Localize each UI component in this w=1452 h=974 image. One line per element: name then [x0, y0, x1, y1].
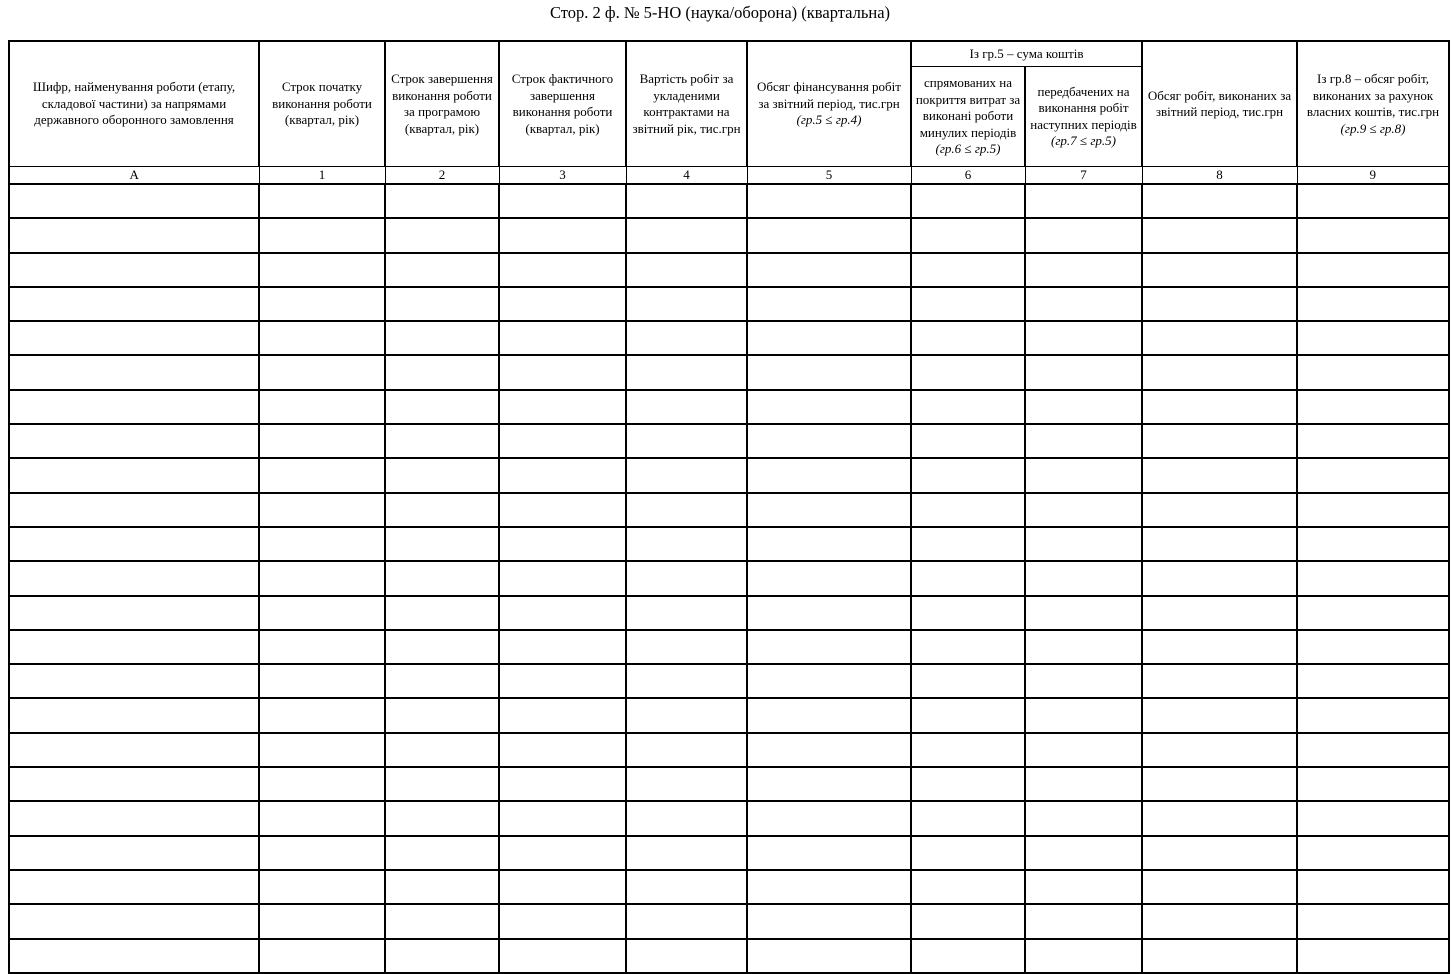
table-row	[9, 493, 1449, 527]
table-cell[interactable]	[1142, 253, 1297, 287]
table-cell[interactable]	[9, 698, 259, 732]
table-cell[interactable]	[499, 424, 626, 458]
table-cell[interactable]	[259, 561, 385, 595]
header-col-1: Строк початку виконання роботи (квартал, рік)	[259, 41, 385, 167]
table-cell[interactable]	[747, 596, 911, 630]
table-cell[interactable]	[385, 939, 499, 973]
header-col-3: Строк фактичного завершення виконання роботи (квартал, рік)	[499, 41, 626, 167]
table-cell[interactable]	[911, 939, 1025, 973]
table-cell[interactable]	[9, 493, 259, 527]
table-cell[interactable]	[1025, 904, 1142, 938]
table-cell[interactable]	[499, 321, 626, 355]
table-cell[interactable]	[1297, 527, 1449, 561]
table-cell[interactable]	[626, 493, 747, 527]
table-cell[interactable]	[499, 527, 626, 561]
table-cell[interactable]	[1297, 733, 1449, 767]
table-cell[interactable]	[9, 527, 259, 561]
table-cell[interactable]	[626, 904, 747, 938]
table-cell[interactable]	[499, 493, 626, 527]
col-number: 5	[747, 167, 911, 185]
table-cell[interactable]	[747, 767, 911, 801]
table-cell[interactable]	[385, 527, 499, 561]
table-cell[interactable]	[626, 630, 747, 664]
table-cell[interactable]	[911, 287, 1025, 321]
header-col-9: Із гр.8 – обсяг робіт, виконаних за рахунок власних коштів, тис.грн (гр.9 ≤ гр.8)	[1297, 41, 1449, 167]
table-cell[interactable]	[499, 253, 626, 287]
table-cell[interactable]	[1142, 287, 1297, 321]
table-cell[interactable]	[1297, 253, 1449, 287]
table-cell[interactable]	[626, 287, 747, 321]
table-row	[9, 527, 1449, 561]
table-cell[interactable]	[385, 493, 499, 527]
table-cell[interactable]	[911, 733, 1025, 767]
table-cell[interactable]	[1297, 801, 1449, 835]
table-cell[interactable]	[911, 904, 1025, 938]
table-cell[interactable]	[626, 561, 747, 595]
table-cell[interactable]	[1025, 801, 1142, 835]
table-cell[interactable]	[385, 596, 499, 630]
table-cell[interactable]	[1297, 561, 1449, 595]
table-cell[interactable]	[747, 664, 911, 698]
table-cell[interactable]	[1142, 801, 1297, 835]
table-cell[interactable]	[499, 698, 626, 732]
table-row	[9, 321, 1449, 355]
table-row	[9, 870, 1449, 904]
table-cell[interactable]	[1025, 458, 1142, 492]
table-cell[interactable]	[1025, 493, 1142, 527]
table-cell[interactable]	[911, 801, 1025, 835]
table-cell[interactable]	[259, 870, 385, 904]
table-cell[interactable]	[9, 561, 259, 595]
table-cell[interactable]	[1025, 939, 1142, 973]
table-cell[interactable]	[9, 836, 259, 870]
table-cell[interactable]	[1025, 218, 1142, 252]
table-cell[interactable]	[1297, 664, 1449, 698]
table-cell[interactable]	[259, 596, 385, 630]
table-cell[interactable]	[499, 596, 626, 630]
table-cell[interactable]	[747, 801, 911, 835]
table-cell[interactable]	[1025, 424, 1142, 458]
table-cell[interactable]	[499, 184, 626, 218]
table-cell[interactable]	[747, 458, 911, 492]
table-row	[9, 904, 1449, 938]
table-cell[interactable]	[499, 939, 626, 973]
table-row	[9, 939, 1449, 973]
table-cell[interactable]	[1142, 630, 1297, 664]
table-cell[interactable]	[9, 321, 259, 355]
table-cell[interactable]	[9, 218, 259, 252]
col-number: 8	[1142, 167, 1297, 185]
table-cell[interactable]	[1025, 630, 1142, 664]
col-number: 9	[1297, 167, 1449, 185]
table-cell[interactable]	[9, 870, 259, 904]
table-cell[interactable]	[499, 390, 626, 424]
table-row	[9, 390, 1449, 424]
table-cell[interactable]	[385, 870, 499, 904]
table-cell[interactable]	[259, 801, 385, 835]
table-row	[9, 630, 1449, 664]
table-cell[interactable]	[747, 184, 911, 218]
table-cell[interactable]	[259, 390, 385, 424]
table-cell[interactable]	[385, 904, 499, 938]
col-number: 7	[1025, 167, 1142, 185]
table-row	[9, 733, 1449, 767]
table-cell[interactable]	[259, 664, 385, 698]
table-cell[interactable]	[1025, 870, 1142, 904]
table-cell[interactable]	[259, 458, 385, 492]
table-cell[interactable]	[9, 630, 259, 664]
table-cell[interactable]	[259, 355, 385, 389]
table-cell[interactable]	[499, 767, 626, 801]
table-cell[interactable]	[9, 390, 259, 424]
table-cell[interactable]	[626, 870, 747, 904]
table-cell[interactable]	[911, 630, 1025, 664]
table-cell[interactable]	[385, 321, 499, 355]
table-cell[interactable]	[747, 218, 911, 252]
table-cell[interactable]	[385, 287, 499, 321]
page-title: Стор. 2 ф. № 5-НО (наука/оборона) (квартальна)	[549, 3, 891, 22]
table-cell[interactable]	[911, 767, 1025, 801]
table-cell[interactable]	[1025, 253, 1142, 287]
col-number: А	[9, 167, 259, 185]
table-cell[interactable]	[385, 424, 499, 458]
table-cell[interactable]	[911, 321, 1025, 355]
table-cell[interactable]	[1025, 321, 1142, 355]
table-cell[interactable]	[259, 184, 385, 218]
table-cell[interactable]	[1297, 355, 1449, 389]
table-cell[interactable]	[1142, 904, 1297, 938]
table-cell[interactable]	[385, 836, 499, 870]
table-cell[interactable]	[626, 939, 747, 973]
header-col-6-note: (гр.6 ≤ гр.5)	[935, 141, 1001, 157]
table-cell[interactable]	[499, 904, 626, 938]
table-cell[interactable]	[911, 561, 1025, 595]
table-cell[interactable]	[1297, 458, 1449, 492]
header-row-top	[9, 41, 1449, 67]
table-cell[interactable]	[626, 321, 747, 355]
table-cell[interactable]	[9, 458, 259, 492]
table-cell[interactable]	[499, 561, 626, 595]
table-cell[interactable]	[385, 630, 499, 664]
table-cell[interactable]	[1297, 767, 1449, 801]
table-cell[interactable]	[1142, 493, 1297, 527]
table-cell[interactable]	[1025, 355, 1142, 389]
table-cell[interactable]	[499, 733, 626, 767]
table-cell[interactable]	[259, 527, 385, 561]
header-col-5-note: (гр.5 ≤ гр.4)	[796, 112, 862, 128]
table-cell[interactable]	[9, 664, 259, 698]
table-cell[interactable]	[1142, 939, 1297, 973]
table-cell[interactable]	[1142, 355, 1297, 389]
table-cell[interactable]	[259, 218, 385, 252]
table-cell[interactable]	[747, 561, 911, 595]
table-cell[interactable]	[911, 698, 1025, 732]
table-cell[interactable]	[1142, 321, 1297, 355]
table-cell[interactable]	[9, 904, 259, 938]
table-cell[interactable]	[747, 287, 911, 321]
table-cell[interactable]	[259, 493, 385, 527]
table-cell[interactable]	[747, 698, 911, 732]
table-cell[interactable]	[626, 801, 747, 835]
table-cell[interactable]	[911, 664, 1025, 698]
table-cell[interactable]	[1142, 390, 1297, 424]
table-cell[interactable]	[385, 698, 499, 732]
table-cell[interactable]	[911, 493, 1025, 527]
table-cell[interactable]	[1142, 733, 1297, 767]
table-cell[interactable]	[911, 527, 1025, 561]
table-cell[interactable]	[747, 321, 911, 355]
table-cell[interactable]	[747, 527, 911, 561]
table-cell[interactable]	[747, 733, 911, 767]
table-cell[interactable]	[499, 870, 626, 904]
table-row	[9, 664, 1449, 698]
table-cell[interactable]	[499, 630, 626, 664]
table-row	[9, 458, 1449, 492]
table-cell[interactable]	[9, 424, 259, 458]
table-row	[9, 561, 1449, 595]
table-cell[interactable]	[9, 253, 259, 287]
table-row	[9, 596, 1449, 630]
table-cell[interactable]	[9, 801, 259, 835]
table-cell[interactable]	[1297, 836, 1449, 870]
table-cell[interactable]	[747, 355, 911, 389]
table-cell[interactable]	[385, 458, 499, 492]
table-cell[interactable]	[385, 355, 499, 389]
table-cell[interactable]	[499, 801, 626, 835]
table-row	[9, 836, 1449, 870]
table-cell[interactable]	[259, 836, 385, 870]
table-cell[interactable]	[1025, 527, 1142, 561]
table-cell[interactable]	[1142, 698, 1297, 732]
table-cell[interactable]	[385, 184, 499, 218]
header-col-4: Вартість робіт за укладеними контрактами на звітний рік, тис.грн	[626, 41, 747, 167]
table-cell[interactable]	[626, 390, 747, 424]
table-cell[interactable]	[1025, 390, 1142, 424]
table-cell[interactable]	[1297, 287, 1449, 321]
table-cell[interactable]	[1142, 836, 1297, 870]
table-cell[interactable]	[911, 870, 1025, 904]
table-cell[interactable]	[385, 733, 499, 767]
table-cell[interactable]	[626, 184, 747, 218]
table-cell[interactable]	[1025, 287, 1142, 321]
table-cell[interactable]	[1142, 870, 1297, 904]
table-cell[interactable]	[911, 458, 1025, 492]
table-row	[9, 253, 1449, 287]
table-cell[interactable]	[259, 767, 385, 801]
table-cell[interactable]	[499, 836, 626, 870]
col-number: 3	[499, 167, 626, 185]
table-cell[interactable]	[1297, 424, 1449, 458]
table-cell[interactable]	[385, 561, 499, 595]
table-cell[interactable]	[911, 596, 1025, 630]
header-col-9-note: (гр.9 ≤ гр.8)	[1340, 120, 1406, 136]
table-cell[interactable]	[259, 698, 385, 732]
table-cell[interactable]	[385, 767, 499, 801]
table-cell[interactable]	[911, 390, 1025, 424]
table-cell[interactable]	[499, 218, 626, 252]
table-cell[interactable]	[626, 664, 747, 698]
table-cell[interactable]	[1297, 218, 1449, 252]
table-cell[interactable]	[1025, 836, 1142, 870]
table-cell[interactable]	[626, 767, 747, 801]
col-number: 1	[259, 167, 385, 185]
table-cell[interactable]	[911, 218, 1025, 252]
table-cell[interactable]	[747, 870, 911, 904]
table-cell[interactable]	[385, 218, 499, 252]
table-cell[interactable]	[9, 767, 259, 801]
table-cell[interactable]	[626, 733, 747, 767]
table-cell[interactable]	[1025, 596, 1142, 630]
table-cell[interactable]	[747, 904, 911, 938]
table-cell[interactable]	[911, 355, 1025, 389]
table-cell[interactable]	[747, 630, 911, 664]
header-col-6: спрямованих на покриття витрат за виконані роботи минулих періодів (гр.6 ≤ гр.5)	[911, 67, 1025, 167]
table-cell[interactable]	[385, 253, 499, 287]
table-cell[interactable]	[9, 596, 259, 630]
table-row	[9, 767, 1449, 801]
table-cell[interactable]	[1297, 390, 1449, 424]
table-cell[interactable]	[1142, 218, 1297, 252]
table-cell[interactable]	[626, 596, 747, 630]
table-cell[interactable]	[259, 287, 385, 321]
table-cell[interactable]	[1025, 561, 1142, 595]
table-cell[interactable]	[499, 287, 626, 321]
table-cell[interactable]	[9, 184, 259, 218]
table-cell[interactable]	[259, 424, 385, 458]
table-cell[interactable]	[626, 698, 747, 732]
table-cell[interactable]	[1142, 184, 1297, 218]
table-cell[interactable]	[747, 493, 911, 527]
table-cell[interactable]	[911, 184, 1025, 218]
table-cell[interactable]	[747, 836, 911, 870]
table-cell[interactable]	[259, 321, 385, 355]
table-cell[interactable]	[1025, 664, 1142, 698]
table-cell[interactable]	[259, 630, 385, 664]
table-cell[interactable]	[9, 939, 259, 973]
table-cell[interactable]	[1297, 870, 1449, 904]
table-row	[9, 424, 1449, 458]
table-cell[interactable]	[747, 253, 911, 287]
header-col-2: Строк завершення виконання роботи за програмою (квартал, рік)	[385, 41, 499, 167]
table-cell[interactable]	[1297, 630, 1449, 664]
table-cell[interactable]	[1142, 424, 1297, 458]
table-cell[interactable]	[1142, 596, 1297, 630]
table-cell[interactable]	[626, 218, 747, 252]
table-cell[interactable]	[1142, 664, 1297, 698]
table-cell[interactable]	[9, 287, 259, 321]
table-cell[interactable]	[747, 390, 911, 424]
table-cell[interactable]	[499, 458, 626, 492]
table-cell[interactable]	[626, 836, 747, 870]
col-number: 6	[911, 167, 1025, 185]
table-cell[interactable]	[626, 424, 747, 458]
table-cell[interactable]	[626, 355, 747, 389]
table-cell[interactable]	[385, 664, 499, 698]
header-col-7-note: (гр.7 ≤ гр.5)	[1051, 133, 1116, 148]
table-cell[interactable]	[626, 527, 747, 561]
table-cell[interactable]	[911, 836, 1025, 870]
table-cell[interactable]	[385, 390, 499, 424]
table-cell[interactable]	[1142, 767, 1297, 801]
table-cell[interactable]	[747, 424, 911, 458]
table-cell[interactable]	[1297, 698, 1449, 732]
table-cell[interactable]	[1142, 561, 1297, 595]
table-cell[interactable]	[385, 801, 499, 835]
header-col-8: Обсяг робіт, виконаних за звітний період, тис.грн	[1142, 41, 1297, 167]
table-cell[interactable]	[911, 424, 1025, 458]
header-col-a: Шифр, найменування роботи (етапу, складової частини) за напрямами державного оборонного замовлення	[9, 41, 259, 167]
form-table	[8, 40, 1450, 974]
col-number: 2	[385, 167, 499, 185]
table-row	[9, 218, 1449, 252]
header-col-7: передбачених на виконання робіт наступних періодів (гр.7 ≤ гр.5)	[1025, 67, 1142, 167]
table-row	[9, 801, 1449, 835]
table-cell[interactable]	[1297, 904, 1449, 938]
table-cell[interactable]	[1025, 698, 1142, 732]
table-cell[interactable]	[1297, 596, 1449, 630]
table-cell[interactable]	[1142, 527, 1297, 561]
table-cell[interactable]	[1297, 321, 1449, 355]
header-col-5: Обсяг фінансування робіт за звітний період, тис.грн (гр.5 ≤ гр.4)	[747, 41, 911, 167]
table-cell[interactable]	[1297, 493, 1449, 527]
table-cell[interactable]	[626, 253, 747, 287]
table-cell[interactable]	[747, 939, 911, 973]
table-cell[interactable]	[259, 904, 385, 938]
table-cell[interactable]	[259, 733, 385, 767]
table-cell[interactable]	[9, 355, 259, 389]
table-cell[interactable]	[499, 355, 626, 389]
table-row	[9, 355, 1449, 389]
table-cell[interactable]	[259, 939, 385, 973]
table-cell[interactable]	[9, 733, 259, 767]
table-cell[interactable]	[1025, 767, 1142, 801]
table-row	[9, 287, 1449, 321]
table-cell[interactable]	[1025, 733, 1142, 767]
table-cell[interactable]	[626, 458, 747, 492]
table-cell[interactable]	[1142, 458, 1297, 492]
col-number: 4	[626, 167, 747, 185]
header-group-6-7: Із гр.5 – сума коштів	[911, 41, 1142, 67]
table-cell[interactable]	[1025, 184, 1142, 218]
table-cell[interactable]	[499, 664, 626, 698]
table-row	[9, 184, 1449, 218]
table-cell[interactable]	[259, 253, 385, 287]
table-cell[interactable]	[1297, 184, 1449, 218]
column-number-row	[9, 167, 1449, 185]
table-row	[9, 698, 1449, 732]
table-body	[9, 184, 1449, 973]
table-cell[interactable]	[1297, 939, 1449, 973]
table-cell[interactable]	[911, 253, 1025, 287]
